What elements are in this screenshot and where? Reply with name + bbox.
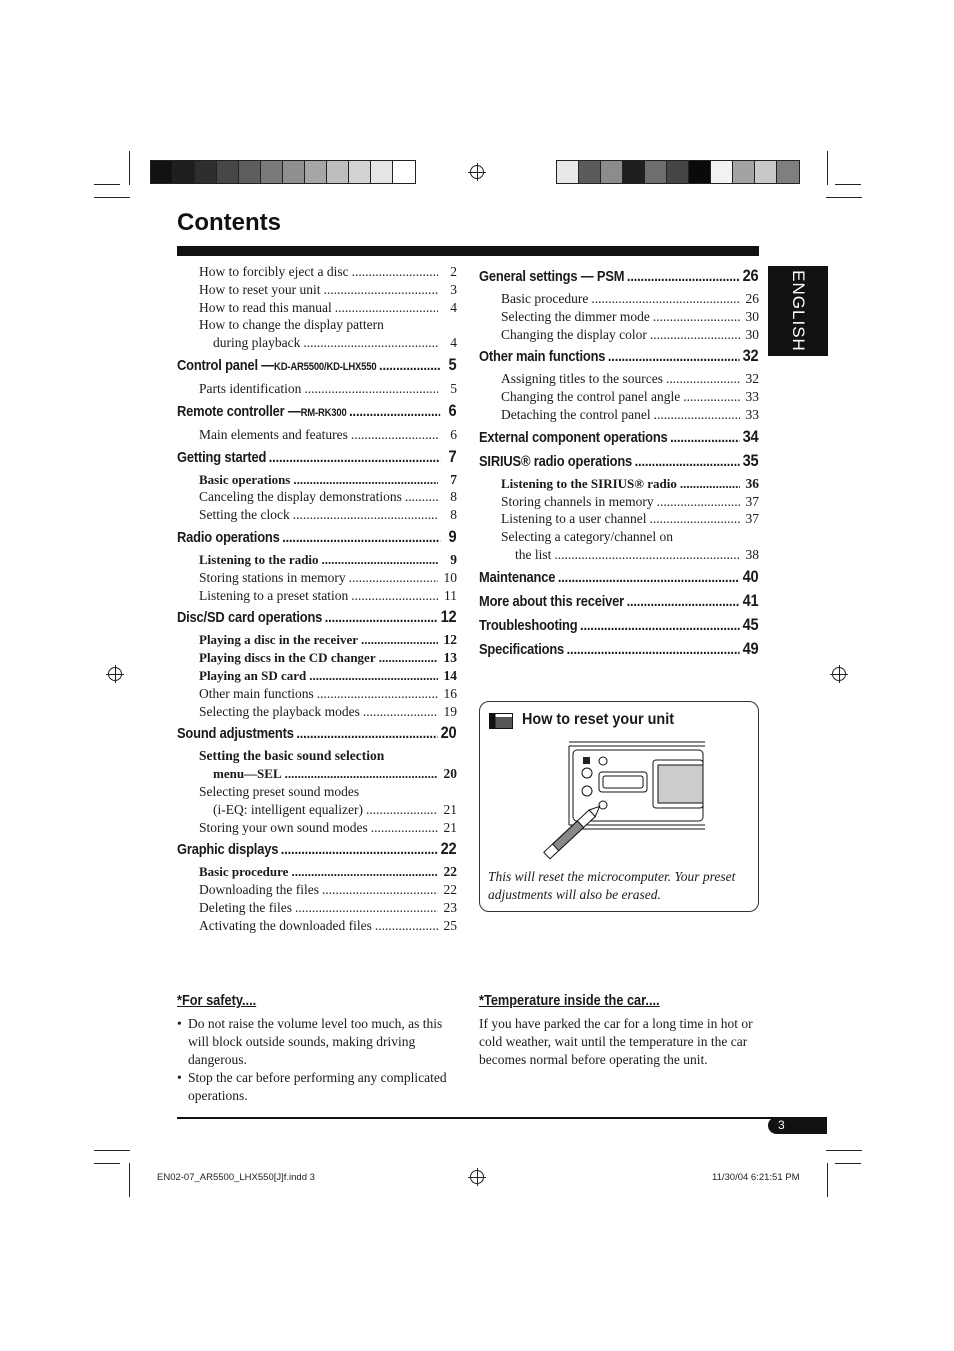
toc-entry-label: Listening to a preset station bbox=[199, 587, 349, 603]
toc-entry-label: Listening to the SIRIUS® radio bbox=[501, 475, 677, 491]
toc-page-number: 14 bbox=[443, 667, 457, 683]
page-number-tab bbox=[768, 1117, 827, 1134]
dot-leader bbox=[295, 899, 438, 917]
toc-entry-label: Sound adjustments bbox=[177, 725, 294, 743]
toc-entry-label: Setting the clock bbox=[199, 507, 290, 523]
dot-leader bbox=[291, 863, 438, 881]
dot-leader bbox=[554, 546, 740, 564]
toc-entry bbox=[177, 316, 457, 334]
toc-page-number: 4 bbox=[450, 335, 457, 351]
toc-page-number: 6 bbox=[450, 426, 457, 442]
dot-leader bbox=[304, 380, 438, 398]
toc-page-number: 13 bbox=[443, 650, 457, 666]
dot-leader bbox=[317, 685, 438, 703]
toc-entry bbox=[177, 569, 457, 587]
note-icon bbox=[489, 713, 513, 729]
dot-leader bbox=[322, 551, 438, 569]
toc-entry bbox=[177, 649, 457, 667]
color-swatch bbox=[349, 161, 371, 183]
dot-leader bbox=[379, 649, 438, 667]
footer-filename: EN02-07_AR5500_LHX550[J]f.indd 3 bbox=[157, 1172, 315, 1183]
toc-entry-continued bbox=[177, 801, 457, 819]
color-swatch bbox=[393, 161, 415, 183]
color-swatch bbox=[755, 161, 777, 183]
toc-page-number: 32 bbox=[745, 371, 759, 387]
dot-leader bbox=[653, 308, 740, 326]
toc-entry-label: External component operations bbox=[479, 428, 668, 446]
dot-leader bbox=[683, 388, 740, 406]
toc-page-number: 25 bbox=[443, 917, 457, 933]
toc-page-number: 26 bbox=[742, 266, 759, 285]
toc-entry-label: during playback bbox=[213, 335, 301, 351]
safety-section bbox=[177, 993, 462, 1105]
toc-entry-label: Control panel — bbox=[177, 356, 275, 374]
toc-page-number: 34 bbox=[742, 426, 759, 446]
toc-page-number: 8 bbox=[450, 489, 457, 505]
toc-entry bbox=[479, 493, 759, 511]
color-calibration-strip-left bbox=[150, 160, 416, 184]
toc-entry-continued bbox=[479, 546, 759, 564]
dot-leader bbox=[322, 881, 438, 899]
toc-entry-label: General settings — PSM bbox=[479, 268, 625, 285]
toc-entry bbox=[177, 263, 457, 281]
toc-entry bbox=[479, 406, 759, 424]
safety-bullet: • Do not raise the volume level too much, as this will block outside sounds, making driving dangerous. bbox=[177, 1015, 462, 1069]
toc-entry-label: SIRIUS® radio operations bbox=[479, 452, 633, 470]
toc-entry bbox=[177, 587, 457, 605]
toc-entry-label: Other main functions bbox=[199, 685, 314, 701]
dot-leader bbox=[627, 267, 740, 287]
toc-entry-label: Canceling the display demonstrations bbox=[199, 489, 402, 505]
registration-mark-icon bbox=[108, 667, 122, 681]
dot-leader bbox=[366, 801, 438, 819]
color-swatch bbox=[327, 161, 349, 183]
dot-leader bbox=[654, 406, 740, 424]
dot-leader bbox=[293, 506, 438, 524]
color-swatch bbox=[711, 161, 733, 183]
toc-section bbox=[479, 567, 759, 588]
reset-box-caption: This will reset the microcomputer. Your preset adjustments will also be erased. bbox=[488, 869, 736, 902]
toc-entry-label: Parts identification bbox=[199, 380, 302, 396]
registration-mark-icon bbox=[832, 667, 846, 681]
toc-right-column bbox=[479, 263, 759, 663]
toc-entry bbox=[177, 667, 457, 685]
dot-leader bbox=[680, 475, 740, 493]
toc-section bbox=[479, 639, 759, 660]
toc-entry-label: Graphic displays bbox=[177, 841, 279, 859]
dot-leader bbox=[591, 290, 740, 308]
dot-leader bbox=[282, 528, 440, 548]
color-swatch bbox=[217, 161, 239, 183]
model-number: RM-RK300 bbox=[300, 406, 347, 419]
toc-page-number: 22 bbox=[443, 864, 457, 880]
toc-entry-label: Basic procedure bbox=[199, 864, 289, 880]
title-rule bbox=[177, 246, 759, 256]
toc-entry-label: Playing an SD card bbox=[199, 667, 307, 683]
toc-page-number: 20 bbox=[443, 766, 457, 782]
toc-page-number: 5 bbox=[448, 354, 457, 374]
toc-entry bbox=[479, 308, 759, 326]
toc-page-number: 12 bbox=[443, 632, 457, 648]
toc-entry-label: Selecting a category/channel on bbox=[501, 529, 674, 545]
toc-section bbox=[177, 723, 457, 744]
toc-page-number: 7 bbox=[450, 471, 457, 487]
dot-leader bbox=[285, 765, 438, 783]
toc-section bbox=[177, 527, 457, 548]
toc-entry bbox=[479, 528, 759, 546]
toc-page-number: 21 bbox=[443, 819, 457, 835]
toc-entry-label: Selecting preset sound modes bbox=[199, 783, 360, 799]
toc-entry bbox=[177, 863, 457, 881]
toc-section bbox=[177, 607, 457, 628]
toc-entry bbox=[177, 783, 457, 801]
dot-leader bbox=[657, 493, 740, 511]
toc-entry-label: Listening to the radio bbox=[199, 551, 319, 567]
toc-section bbox=[177, 839, 457, 860]
toc-entry-label: Playing a disc in the receiver bbox=[199, 632, 358, 648]
safety-heading: *For safety.... bbox=[177, 993, 257, 1009]
temperature-section bbox=[479, 993, 759, 1069]
color-swatch bbox=[645, 161, 667, 183]
language-tab-label: ENGLISH bbox=[789, 270, 808, 352]
toc-page-number: 6 bbox=[448, 400, 457, 420]
toc-entry bbox=[177, 703, 457, 721]
color-swatch bbox=[623, 161, 645, 183]
dot-leader bbox=[580, 616, 740, 636]
toc-entry bbox=[177, 299, 457, 317]
toc-page-number: 10 bbox=[443, 569, 457, 585]
toc-entry bbox=[177, 426, 457, 444]
dot-leader bbox=[303, 334, 438, 352]
toc-page-number: 30 bbox=[745, 308, 759, 324]
toc-page-number: 8 bbox=[450, 507, 457, 523]
toc-entry bbox=[177, 881, 457, 899]
toc-page-number: 3 bbox=[450, 281, 457, 297]
dot-leader bbox=[325, 608, 438, 628]
temperature-text: If you have parked the car for a long time in hot or cold weather, wait until the temperature in the car becomes normal before operating the unit. bbox=[479, 1016, 753, 1067]
toc-entry-label: Setting the basic sound selection bbox=[199, 748, 385, 764]
dot-leader bbox=[351, 587, 438, 605]
dot-leader bbox=[666, 370, 740, 388]
toc-entry-label: the list bbox=[515, 546, 552, 562]
dot-leader bbox=[670, 428, 740, 448]
color-swatch bbox=[261, 161, 283, 183]
dot-leader bbox=[375, 917, 438, 935]
toc-page-number: 26 bbox=[745, 291, 759, 306]
reset-info-box bbox=[479, 701, 759, 912]
toc-page-number: 37 bbox=[745, 493, 759, 509]
toc-entry bbox=[479, 290, 759, 308]
registration-mark-icon bbox=[470, 1170, 484, 1184]
toc-entry-label: Other main functions bbox=[479, 348, 606, 366]
toc-entry bbox=[479, 388, 759, 406]
color-swatch bbox=[195, 161, 217, 183]
toc-entry-label: Main elements and features bbox=[199, 426, 348, 442]
toc-page-number: 33 bbox=[745, 406, 759, 422]
toc-entry-label: More about this receiver bbox=[479, 592, 624, 610]
dot-leader bbox=[361, 631, 438, 649]
toc-section bbox=[479, 346, 759, 367]
dot-leader bbox=[349, 402, 440, 422]
toc-entry bbox=[479, 370, 759, 388]
dot-leader bbox=[405, 488, 438, 506]
toc-entry-label: (i-EQ: intelligent equalizer) bbox=[213, 801, 363, 817]
color-swatch bbox=[689, 161, 711, 183]
color-swatch bbox=[557, 161, 579, 183]
dot-leader bbox=[371, 819, 438, 837]
toc-page-number: 9 bbox=[450, 551, 457, 567]
toc-entry-label: How to read this manual bbox=[199, 299, 332, 315]
toc-entry-label: Disc/SD card operations bbox=[177, 609, 323, 627]
dot-leader bbox=[281, 840, 438, 860]
language-tab bbox=[768, 266, 828, 356]
toc-page-number: 9 bbox=[448, 526, 457, 546]
toc-entry bbox=[177, 471, 457, 489]
dot-leader bbox=[323, 281, 438, 299]
model-number: KD-AR5500/KD-LHX550 bbox=[274, 360, 377, 373]
dot-leader bbox=[558, 568, 740, 588]
toc-page-number: 38 bbox=[745, 546, 759, 562]
toc-section bbox=[177, 447, 457, 468]
toc-entry bbox=[479, 510, 759, 528]
toc-page-number: 32 bbox=[742, 346, 759, 366]
toc-entry bbox=[479, 326, 759, 344]
toc-page-number: 45 bbox=[742, 614, 759, 634]
toc-entry-label: Basic operations bbox=[199, 471, 291, 487]
page-number: 3 bbox=[778, 1118, 785, 1132]
toc-entry-label: Maintenance bbox=[479, 568, 556, 586]
toc-entry-label: Storing stations in memory bbox=[199, 569, 346, 585]
toc-section bbox=[479, 591, 759, 612]
toc-section bbox=[479, 427, 759, 448]
registration-mark-icon bbox=[470, 165, 484, 179]
reset-box-heading: How to reset your unit bbox=[522, 711, 675, 728]
toc-entry-continued bbox=[177, 334, 457, 352]
toc-entry-label: Playing discs in the CD changer bbox=[199, 650, 376, 666]
dot-leader bbox=[352, 263, 438, 281]
toc-entry-label: Troubleshooting bbox=[479, 616, 578, 634]
toc-entry-label: Downloading the files bbox=[199, 882, 319, 898]
toc-page-number: 7 bbox=[448, 446, 457, 466]
toc-page-number: 33 bbox=[745, 389, 759, 405]
toc-page-number: 36 bbox=[745, 475, 759, 491]
toc-page-number: 23 bbox=[443, 899, 457, 915]
temperature-heading: *Temperature inside the car.... bbox=[479, 993, 660, 1009]
dot-leader bbox=[335, 299, 438, 317]
toc-entry-label: Assigning titles to the sources bbox=[501, 371, 663, 387]
toc-page-number: 5 bbox=[450, 380, 457, 396]
dot-leader bbox=[309, 667, 438, 685]
dot-leader bbox=[269, 448, 440, 468]
toc-entry bbox=[177, 380, 457, 398]
toc-entry bbox=[479, 475, 759, 493]
reset-illustration-icon bbox=[535, 740, 707, 860]
dot-leader bbox=[635, 452, 740, 472]
toc-page-number: 11 bbox=[444, 587, 457, 603]
dot-leader bbox=[627, 592, 740, 612]
color-swatch bbox=[667, 161, 689, 183]
toc-entry-label: Storing your own sound modes bbox=[199, 819, 368, 835]
toc-entry-label: Selecting the dimmer mode bbox=[501, 308, 650, 324]
toc-entry bbox=[177, 551, 457, 569]
color-calibration-strip-right bbox=[556, 160, 800, 184]
toc-page-number: 19 bbox=[443, 703, 457, 719]
toc-page-number: 49 bbox=[742, 638, 759, 658]
toc-entry bbox=[177, 819, 457, 837]
toc-entry bbox=[177, 281, 457, 299]
toc-entry-label: menu—SEL bbox=[213, 766, 282, 782]
color-swatch bbox=[283, 161, 305, 183]
dot-leader bbox=[608, 347, 740, 367]
dot-leader bbox=[649, 510, 740, 528]
safety-bullet: • Stop the car before performing any complicated operations. bbox=[177, 1069, 462, 1105]
toc-page-number: 40 bbox=[742, 566, 759, 586]
toc-entry-label: How to forcibly eject a disc bbox=[199, 264, 349, 279]
dot-leader bbox=[293, 471, 438, 489]
toc-entry bbox=[177, 747, 457, 765]
color-swatch bbox=[371, 161, 393, 183]
toc-entry-label: Activating the downloaded files bbox=[199, 917, 372, 933]
toc-page-number: 16 bbox=[443, 685, 457, 701]
toc-page-number: 20 bbox=[440, 723, 457, 743]
toc-page-number: 37 bbox=[745, 511, 759, 527]
page-title: Contents bbox=[177, 209, 281, 236]
toc-page-number: 41 bbox=[742, 590, 759, 610]
toc-section bbox=[177, 401, 457, 423]
toc-entry-label: Changing the display color bbox=[501, 326, 647, 342]
toc-page-number: 22 bbox=[443, 882, 457, 898]
color-swatch bbox=[239, 161, 261, 183]
bottom-rule bbox=[177, 1117, 827, 1119]
color-swatch bbox=[601, 161, 623, 183]
toc-page-number: 30 bbox=[745, 326, 759, 342]
toc-entry bbox=[177, 631, 457, 649]
dot-leader bbox=[296, 724, 438, 744]
toc-section bbox=[479, 615, 759, 636]
toc-entry-label: Radio operations bbox=[177, 528, 280, 546]
footer-timestamp: 11/30/04 6:21:51 PM bbox=[712, 1172, 800, 1183]
toc-entry-label: Listening to a user channel bbox=[501, 511, 647, 527]
toc-entry bbox=[177, 488, 457, 506]
toc-entry-label: Storing channels in memory bbox=[501, 493, 654, 509]
toc-section bbox=[177, 355, 457, 377]
toc-entry-label: Detaching the control panel bbox=[501, 406, 651, 422]
toc-page-number: 21 bbox=[443, 801, 457, 817]
toc-page-number: 4 bbox=[450, 299, 457, 315]
toc-section bbox=[479, 266, 759, 287]
toc-entry-label: Selecting the playback modes bbox=[199, 703, 360, 719]
toc-entry-label: Specifications bbox=[479, 640, 565, 658]
toc-entry-label: Changing the control panel angle bbox=[501, 389, 681, 405]
toc-section bbox=[479, 451, 759, 472]
dot-leader bbox=[363, 703, 438, 721]
toc-entry bbox=[177, 506, 457, 524]
dot-leader bbox=[379, 356, 440, 376]
color-swatch bbox=[173, 161, 195, 183]
toc-entry bbox=[177, 685, 457, 703]
toc-entry-continued bbox=[177, 765, 457, 783]
toc-entry-label: Basic procedure bbox=[501, 291, 589, 306]
toc-entry-label: Deleting the files bbox=[199, 899, 292, 915]
toc-entry bbox=[177, 917, 457, 935]
toc-page-number: 22 bbox=[440, 839, 457, 859]
color-swatch bbox=[777, 161, 799, 183]
toc-entry-label: How to reset your unit bbox=[199, 281, 321, 297]
color-swatch bbox=[733, 161, 755, 183]
color-swatch bbox=[579, 161, 601, 183]
dot-leader bbox=[349, 569, 438, 587]
toc-page-number: 2 bbox=[450, 264, 457, 279]
dot-leader bbox=[650, 326, 740, 344]
toc-entry-label: Getting started bbox=[177, 448, 267, 466]
toc-left-column bbox=[177, 263, 457, 935]
safety-bullets bbox=[177, 1015, 462, 1105]
color-swatch bbox=[151, 161, 173, 183]
toc-page-number: 35 bbox=[742, 450, 759, 470]
toc-page-number: 12 bbox=[440, 607, 457, 627]
dot-leader bbox=[567, 640, 740, 660]
dot-leader bbox=[351, 426, 438, 444]
color-swatch bbox=[305, 161, 327, 183]
toc-entry bbox=[177, 899, 457, 917]
toc-entry-label: How to change the display pattern bbox=[199, 317, 384, 333]
toc-entry-label: Remote controller — bbox=[177, 402, 301, 420]
